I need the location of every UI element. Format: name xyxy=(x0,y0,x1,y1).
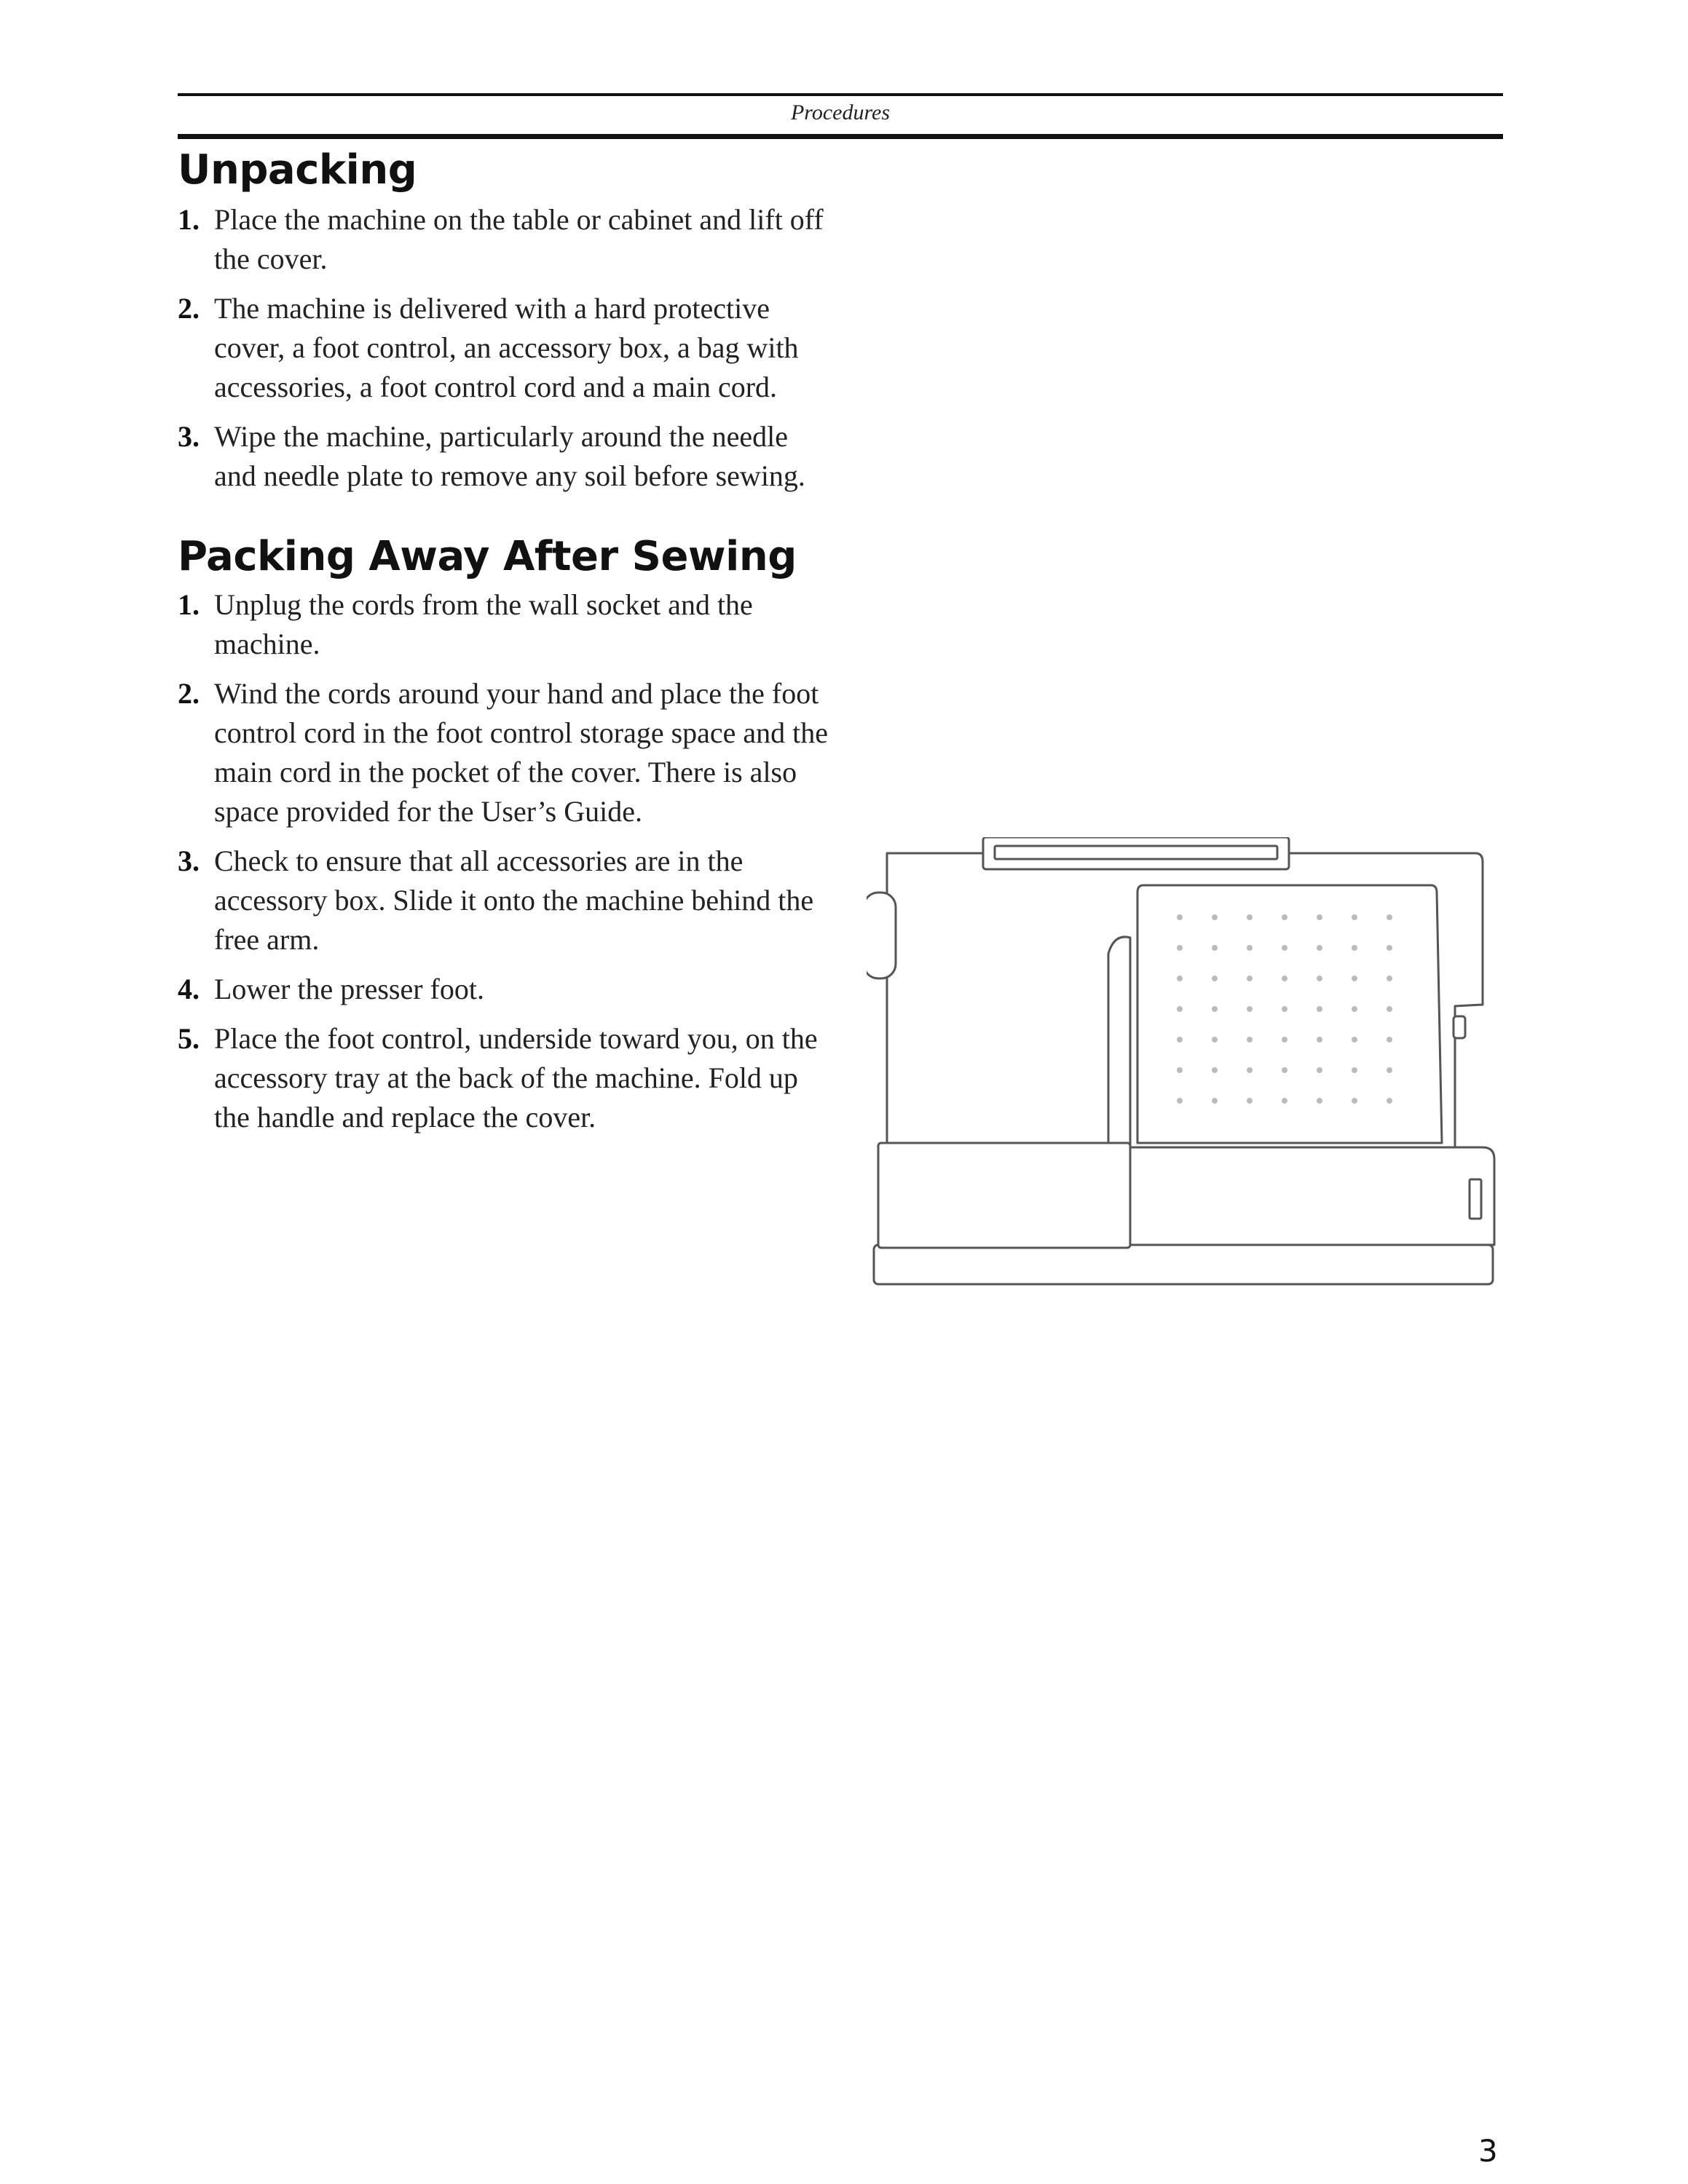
running-head: Procedures xyxy=(790,100,891,124)
step-number: 4. xyxy=(178,973,200,1006)
list-item xyxy=(178,1019,833,1137)
header-rule-bottom xyxy=(178,134,1503,139)
side-knob xyxy=(1454,1016,1465,1038)
step-number: 3. xyxy=(178,844,200,878)
packing-steps xyxy=(178,585,833,1137)
step-number: 5. xyxy=(178,1022,200,1056)
step-number: 3. xyxy=(178,420,200,454)
step-text: Place the foot control, underside toward you, on the accessory tray at the back of the machine. Fold up the handle and replace the cover. xyxy=(214,1022,818,1134)
list-item xyxy=(178,417,833,496)
list-item xyxy=(178,842,833,960)
machine-free-arm xyxy=(878,1143,1130,1248)
list-item xyxy=(178,674,833,831)
step-text: Wind the cords around your hand and place the foot control cord in the foot control storage space and the main cord in the pocket of the cover. There is also space provided for the User’s Guide. xyxy=(214,677,829,828)
step-text: Check to ensure that all accessories are in the accessory box. Slide it onto the machine behind the free arm. xyxy=(214,844,814,957)
list-item xyxy=(178,289,833,407)
step-number: 1. xyxy=(178,203,200,237)
accessory-tray xyxy=(1130,1147,1494,1245)
step-text: Wipe the machine, particularly around the needle and needle plate to remove any soil before sewing. xyxy=(214,420,805,493)
list-item xyxy=(178,200,833,279)
machine-base xyxy=(874,1245,1493,1284)
sewing-machine-illustration xyxy=(867,837,1507,1303)
list-item xyxy=(178,970,833,1009)
section-title-packing: Packing Away After Sewing xyxy=(178,533,797,581)
handwheel xyxy=(867,893,896,978)
step-number: 2. xyxy=(178,292,200,325)
list-item xyxy=(178,585,833,664)
tray-slot xyxy=(1470,1179,1481,1219)
page-number: 3 xyxy=(1478,2133,1498,2169)
section-title-unpacking: Unpacking xyxy=(178,146,417,194)
step-number: 1. xyxy=(178,588,200,622)
foot-control xyxy=(1137,885,1442,1143)
step-text: Unplug the cords from the wall socket and the machine. xyxy=(214,588,753,661)
step-text: Lower the presser foot. xyxy=(214,973,484,1006)
step-text: Place the machine on the table or cabinet and lift off the cover. xyxy=(214,203,824,276)
header-rule-top xyxy=(178,93,1503,96)
step-number: 2. xyxy=(178,677,200,711)
main-content xyxy=(178,146,833,1147)
step-text: The machine is delivered with a hard protective cover, a foot control, an accessory box, a bag with accessories, a foot control cord and a main cord. xyxy=(214,292,799,404)
unpacking-steps xyxy=(178,200,833,496)
